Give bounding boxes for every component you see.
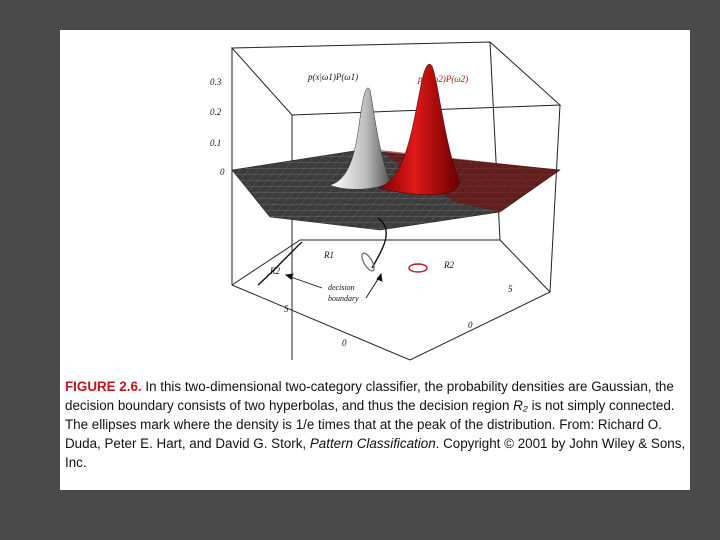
axis-tick: 0: [342, 338, 347, 348]
decision-label-line1: decision: [328, 283, 355, 292]
axis-tick: 5: [284, 304, 289, 314]
z-tick: 0.3: [210, 77, 222, 87]
density1-label: p(x|ω1)P(ω1): [308, 72, 359, 82]
axis-tick: 5: [508, 284, 513, 294]
region-r2-left-label: R2: [270, 266, 280, 276]
class2-ellipse: [409, 264, 427, 272]
gaussian-3d-plot: [60, 30, 690, 380]
caption-heading: FIGURE 2.6.: [65, 379, 142, 394]
figure-caption: [65, 377, 687, 472]
caption-book-title: Pattern Classification: [309, 436, 436, 451]
axis-tick: 0: [468, 320, 473, 330]
z-tick: 0: [220, 167, 225, 177]
caption-body: In this two-dimensional two-category classifier, the probability densities are Gaussian, the decision boundary consists of two hyperbolas, and thus the decision region: [65, 379, 674, 413]
z-tick: 0.2: [210, 107, 222, 117]
z-tick: 0.1: [210, 138, 222, 148]
density2-label: p(x|ω2)P(ω2): [418, 74, 469, 84]
caption-body: . Copyright © 2001 by John Wiley & Sons, Inc.: [65, 436, 686, 470]
slide: [60, 30, 690, 490]
decision-label-line2: boundary: [328, 294, 359, 303]
z-axis-ticks: [210, 77, 225, 177]
region-r2-right-label: R2: [444, 260, 454, 270]
caption-region: R₂: [513, 398, 528, 413]
class1-ellipse: [360, 251, 377, 272]
caption-body: is not simply connected. The ellipses mark where the density is 1/e times that at the peak of the distribution. From: Richard O. Duda, Peter E. Hart, and David G. Stork,: [65, 398, 675, 451]
region-r1-label: R1: [324, 250, 334, 260]
